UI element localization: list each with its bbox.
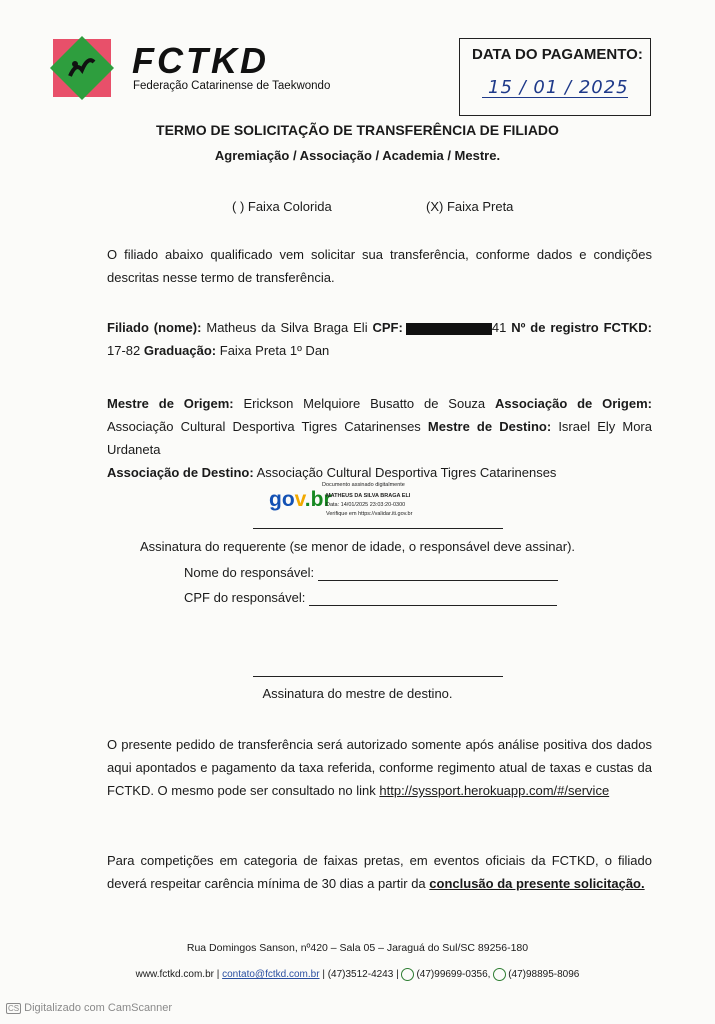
dest-master-signature-line [253,676,503,677]
option-colored-belt: ( ) Faixa Colorida [232,199,332,214]
origin-master-label: Mestre de Origem: [107,396,234,411]
footer-whatsapp1: (47)99699-0356, [416,969,491,981]
camscanner-icon: CS [8,1003,20,1013]
competition-text: Para competições em categoria de faixas pretas, em eventos oficiais da FCTKD, o filiado deverá respeitar carência mínima de 30 dias a partir da [107,853,652,891]
whatsapp-icon [493,968,506,981]
footer-whatsapp2: (47)98895-8096 [508,969,580,981]
document-title: TERMO DE SOLICITAÇÃO DE TRANSFERÊNCIA DE FILIADO [156,122,559,138]
affiliate-name: Matheus da Silva Braga Eli [206,320,368,335]
authorization-text: O presente pedido de transferência será autorizado somente após análise positiva dos dados aqui apontados e pagamento da taxa referida, conforme regimento atual de taxas e custas da FCTKD. O mesmo pode ser consultado no link [107,737,652,798]
signature-stamp-verify: Verifique em https://validar.iti.gov.br [326,511,413,517]
fctkd-logo-icon [50,36,114,100]
competition-paragraph [107,849,652,895]
requester-signature-caption: Assinatura do requerente (se menor de idade, o responsável deve assinar). [139,539,576,554]
logo-subtitle: Federação Catarinense de Taekwondo [133,80,331,92]
affiliate-name-label: Filiado (nome): [107,320,202,335]
payment-date-box [459,38,651,116]
payment-date-label: DATA DO PAGAMENTO: [472,46,643,63]
requester-signature-line [253,528,503,529]
responsible-cpf-line [309,590,557,606]
signature-stamp-date: Data: 14/01/2025 23:03:20-0300 [326,502,406,508]
footer-website[interactable]: www.fctkd.com.br [135,969,214,981]
camscanner-watermark [6,1002,172,1014]
responsible-name-line [318,565,558,581]
govbr-logo: gov.br [269,488,332,511]
grade-value: Faixa Preta 1º Dan [219,343,330,358]
whatsapp-icon [401,968,414,981]
transfer-paragraph [107,392,652,484]
dest-master-label: Mestre de Destino: [427,419,552,434]
origin-master: Erickson Melquiore Busatto de Souza [243,396,486,411]
cpf-label: CPF: [372,320,403,335]
footer-address: Rua Domingos Sanson, nº420 – Sala 05 – Jaraguá do Sul/SC 89256-180 [186,942,529,954]
cpf-suffix: 41 [491,320,507,335]
dest-master: Israel Ely Mora Urdaneta [107,419,652,457]
footer-phone: (47)3512-4243 [327,969,394,981]
affiliate-paragraph [107,316,652,362]
authorization-paragraph [107,733,652,802]
cpf-redaction [406,323,492,335]
registration-number: 17-82 [107,343,141,358]
origin-assoc-label: Associação de Origem: [495,396,652,411]
option-black-belt: (X) Faixa Preta [426,199,514,214]
footer-contacts: www.fctkd.com.br | contato@fctkd.com.br | (47)3512-4243 | (47)99699-0356, (47)98895-8096 [135,969,580,981]
payment-date-value: 15 / 01 / 2025 [488,77,629,98]
competition-emphasis: conclusão da presente solicitação. [429,876,645,891]
dest-master-signature-caption: Assinatura do mestre de destino. [262,686,453,701]
camscanner-text: Digitalizado com CamScanner [24,1002,173,1014]
grade-label: Graduação: [143,343,217,358]
registration-label: Nº de registro FCTKD: [511,320,652,335]
signature-stamp-line1: Documento assinado digitalmente [322,482,405,488]
dest-assoc: Associação Cultural Desportiva Tigres Catarinenses [256,465,557,480]
responsible-cpf-label: CPF do responsável: [184,590,306,605]
logo-wordmark: FCTKD [132,40,269,81]
dest-assoc-label: Associação de Destino: [107,465,254,480]
responsible-name-field [184,565,558,581]
payment-date-underline [482,97,628,98]
responsible-cpf-field [184,590,557,606]
responsible-name-label: Nome do responsável: [184,565,315,580]
signature-stamp-name: MATHEUS DA SILVA BRAGA ELI [326,493,411,499]
syssport-link[interactable]: http://syssport.herokuapp.com/#/service [379,783,610,798]
footer-email[interactable]: contato@fctkd.com.br [222,969,320,981]
document-subtitle: Agremiação / Associação / Academia / Mestre. [214,148,501,163]
origin-assoc: Associação Cultural Desportiva Tigres Catarinenses [107,419,421,434]
intro-paragraph: O filiado abaixo qualificado vem solicitar sua transferência, conforme dados e condições descritas nesse termo de transferência. [107,247,652,285]
